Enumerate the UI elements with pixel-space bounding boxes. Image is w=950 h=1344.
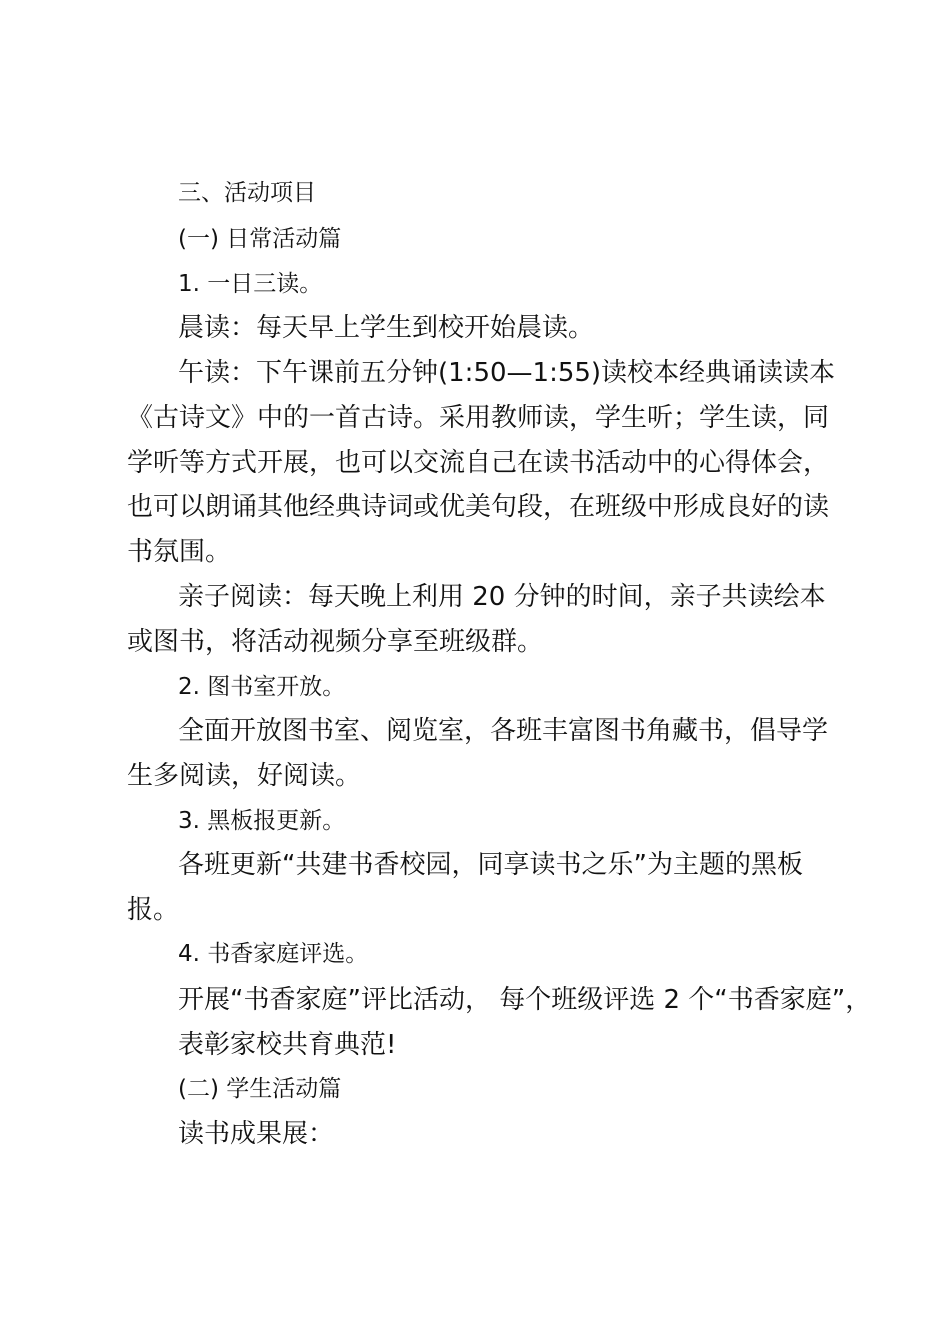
family-line-2: 表彰家校共育典范! <box>178 1030 397 1060</box>
item4-heading: 4. 书香家庭评选。 <box>178 941 369 967</box>
noon-reading-line-2: 《古诗文》中的一首古诗。采用教师读，学生听；学生读，同 <box>127 403 830 433</box>
noon-reading-line-4: 也可以朗诵其他经典诗词或优美句段，在班级中形成良好的读 <box>127 492 830 522</box>
parent-child-line-2: 或图书，将活动视频分享至班级群。 <box>127 627 544 657</box>
parent-child-line-1: 亲子阅读：每天晚上利用 20 分钟的时间，亲子共读绘本 <box>178 582 826 612</box>
part-one-heading: (一) 日常活动篇 <box>178 226 342 252</box>
item1-heading: 1. 一日三读。 <box>178 271 323 297</box>
morning-reading-paragraph: 晨读：每天早上学生到校开始晨读。 <box>178 313 595 343</box>
noon-reading-line-5: 书氛围。 <box>127 537 232 567</box>
blackboard-line-2: 报。 <box>127 895 180 925</box>
family-line-1: 开展“书香家庭”评比活动， 每个班级评选 2 个“书香家庭”， <box>178 985 872 1015</box>
section-heading: 三、活动项目 <box>178 180 316 206</box>
achievement-heading: 读书成果展： <box>178 1119 335 1149</box>
item3-heading: 3. 黑板报更新。 <box>178 808 346 834</box>
noon-reading-line-1: 午读：下午课前五分钟(1:50—1:55)读校本经典诵读读本 <box>178 358 836 388</box>
item2-heading: 2. 图书室开放。 <box>178 674 346 700</box>
blackboard-line-1: 各班更新“共建书香校园，同享读书之乐”为主题的黑板 <box>178 850 803 880</box>
part-two-heading: (二) 学生活动篇 <box>178 1076 342 1102</box>
library-line-1: 全面开放图书室、阅览室，各班丰富图书角藏书，倡导学 <box>178 716 829 746</box>
noon-reading-line-3: 学听等方式开展，也可以交流自己在读书活动中的心得体会， <box>127 448 830 478</box>
library-line-2: 生多阅读，好阅读。 <box>127 761 362 791</box>
